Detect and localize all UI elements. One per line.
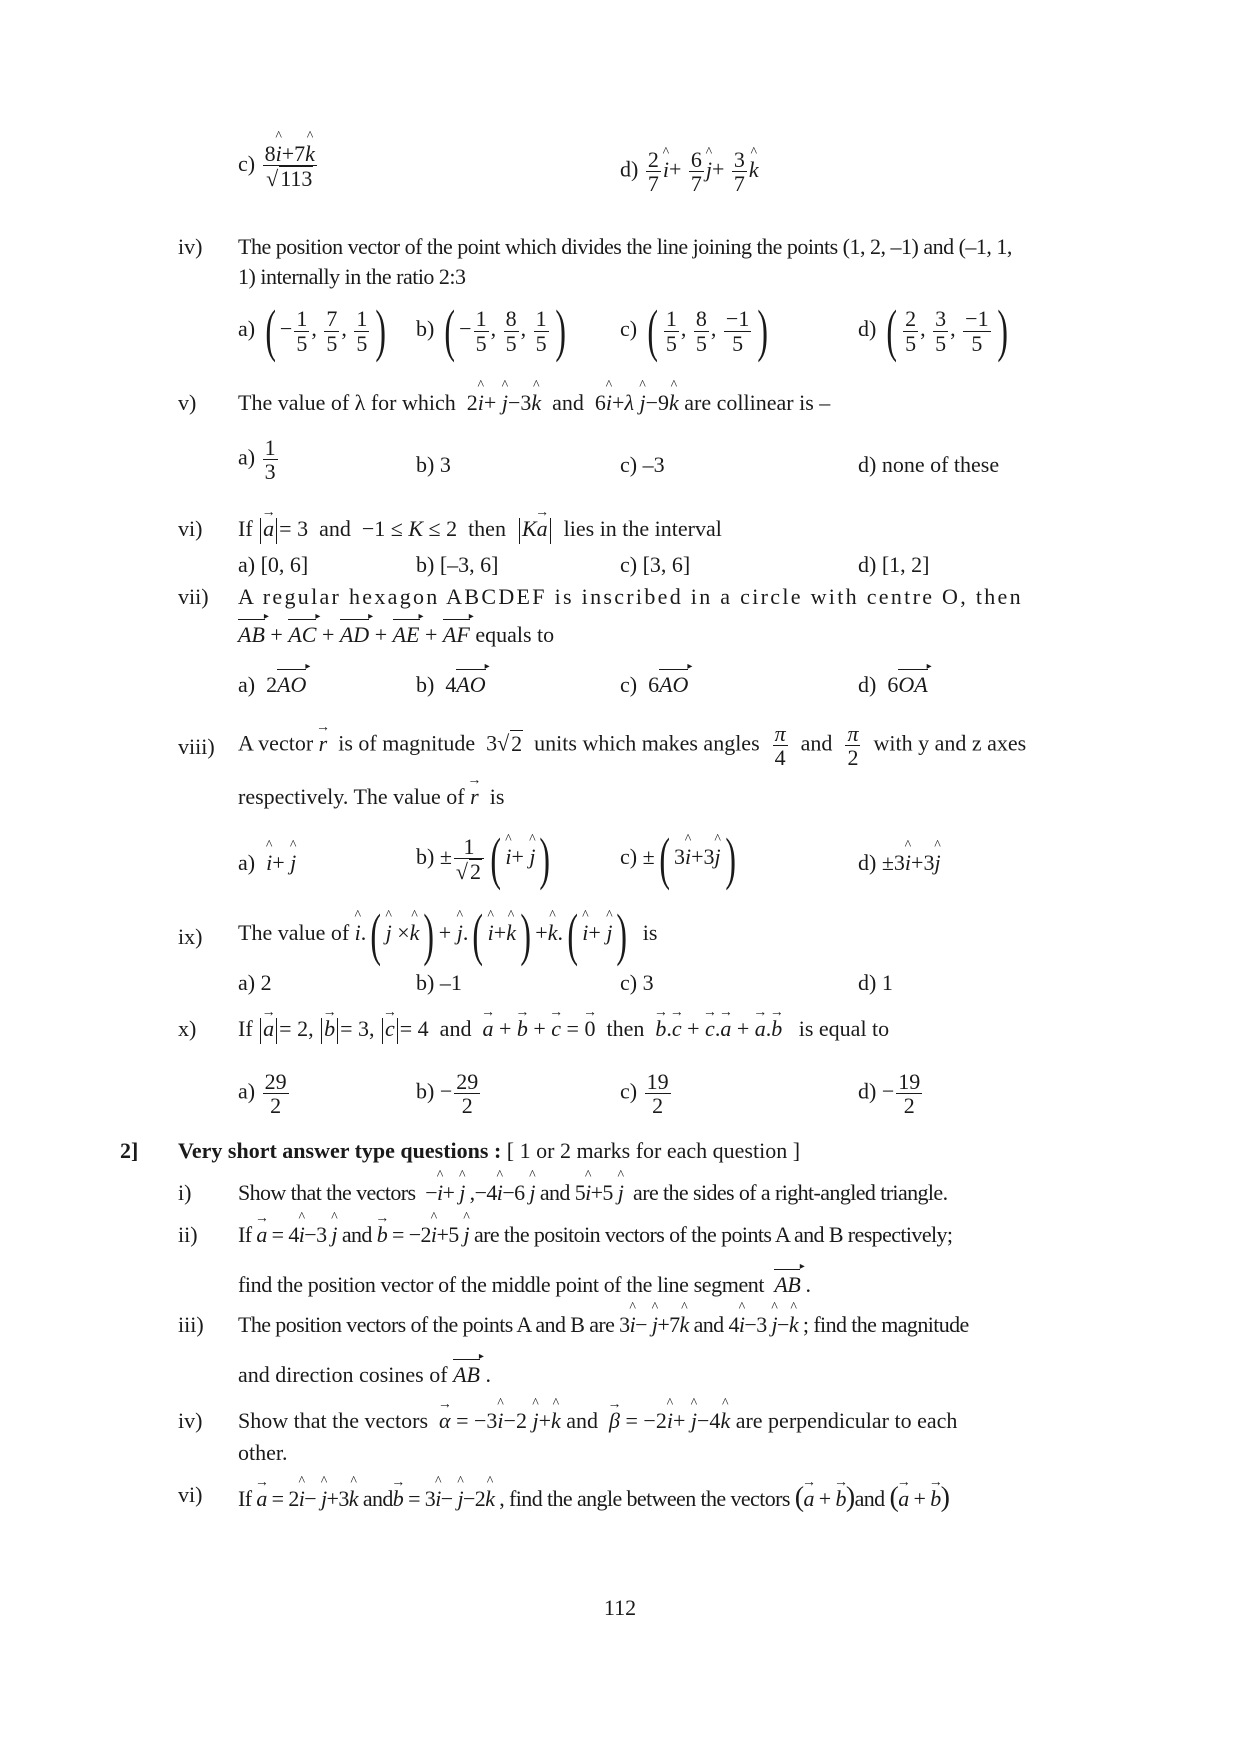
option-b-iv: b) ( − $\frac{1}{5}$ , $\frac{8}{5}$ , $\frac{1}{5}$ ) — [416, 298, 566, 363]
option-b-ix: b) –1 — [416, 970, 462, 995]
question-number-v: v) — [178, 390, 197, 415]
option-a-iv: a) ( − $\frac{1}{5}$ , $\frac{7}{5}$ , $\frac{1}{5}$ ) — [238, 298, 387, 363]
option-a-viii: a) ^ i+ ^ j — [238, 850, 296, 875]
s2-text-iii: The position vectors of the points A and B are 3^ i− ^ j+7^ k and 4^ i−3 ^ j−^ k ; find the magnitude — [238, 1312, 969, 1337]
question-number-vi: vi) — [178, 516, 203, 541]
page-number: 112 — [603, 1595, 637, 1620]
question-text-x: If → a = 2, → b = 3, → c = 4 and → a + → b + → c = → 0 then → b.→ c + → c.→ a + → a.→ b is equal to — [238, 1016, 889, 1044]
question-number-viii: viii) — [178, 734, 215, 759]
option-d-vii: d) 6OA ▸ — [858, 672, 928, 697]
s2-text-iv-line2: other. — [238, 1440, 288, 1465]
question-text-iv-line2: 1) internally in the ratio 2:3 — [238, 264, 466, 289]
option-c-x: c) $\frac{19}{2}$ — [620, 1069, 669, 1119]
option-d-x: d) − $\frac{19}{2}$ — [858, 1069, 921, 1119]
s2-text-ii-line2: find the position vector of the middle point of the line segment AB ▸ . — [238, 1272, 811, 1297]
question-number-ix: ix) — [178, 924, 203, 949]
option-a-ix: a) 2 — [238, 970, 272, 995]
option-d-v: d) none of these — [858, 452, 1000, 477]
option-a-vi: a) [0, 6] — [238, 552, 309, 577]
question-number-x: x) — [178, 1016, 197, 1041]
s2-number-iv: iv) — [178, 1408, 203, 1433]
option-a-vii: a) 2AO ▸ — [238, 672, 306, 697]
s2-text-iv: Show that the vectors → α = −3^ i−2 ^ j+^ k and → β = −2^ i+ ^ j−4^ k are perpendicular to each — [238, 1408, 957, 1433]
option-d-ix: d) 1 — [858, 970, 893, 995]
question-text-v: The value of λ for which 2^ i+ ^ j−3^ k and 6^ i+λ ^ j−9^ k are collinear is – — [238, 390, 830, 415]
option-d-iv: d) ( $\frac{2}{5}$ , $\frac{3}{5}$ , $\frac{-1}{5}$ ) — [858, 298, 1008, 363]
question-number-iv: iv) — [178, 234, 203, 259]
section-subtitle: [ 1 or 2 marks for each question ] — [506, 1138, 801, 1163]
s2-number-ii: ii) — [178, 1222, 198, 1247]
s2-text-vi: If → a = 2^ i− ^ j+3^ k and→ b = 3^ i− ^ j−2^ k , find the angle between the vectors (→ a + → b)and (→ a + → b) — [238, 1482, 949, 1514]
option-b-x: b) − $\frac{29}{2}$ — [416, 1069, 479, 1119]
section-heading — [178, 1138, 800, 1163]
question-number-vii: vii) — [178, 584, 209, 609]
option-b-vi: b) [–3, 6] — [416, 552, 499, 577]
option-b-viii: b) ± $\frac{1}{√2}$ (^ i+ ^ j) — [416, 830, 555, 888]
question-text-ix: The value of ^ i.(^ j ×^ k) + ^ j.(^ i+^ k) +^ k.(^ i+ ^ j) is — [238, 906, 657, 964]
option-c-iii: c) $\frac{8\^{} i+7\^{} k}{√113}$ — [238, 142, 319, 190]
s2-number-iii: iii) — [178, 1312, 204, 1337]
section-title: Very short answer type questions : — [178, 1138, 502, 1163]
s2-text-iii-line2: and direction cosines of AB ▸ . — [238, 1362, 491, 1387]
option-c-viii: c) ±( 3^ i+3^ j) — [620, 830, 740, 888]
question-text-iv: The position vector of the point which divides the line joining the points (1, 2, –1) and (–1, 1, — [238, 234, 1012, 259]
section-number: 2] — [120, 1138, 139, 1163]
option-d-vi: d) [1, 2] — [858, 552, 930, 577]
option-c-iv: c) ( $\frac{1}{5}$ , $\frac{8}{5}$ , $\frac{-1}{5}$ ) — [620, 298, 769, 363]
option-d-iii: d) $\frac{2}{7}$ ^ i+ $\frac{6}{7}$ ^ j+ $\frac{3}{7}$ ^ k — [620, 148, 759, 195]
option-c-vii: c) 6AO ▸ — [620, 672, 688, 697]
question-text-viii: A vector → r is of magnitude 3√2 units which makes angles $\frac{\pi}{4}$ and $\frac{\pi}{2}$ with y and z axes — [238, 722, 1026, 769]
question-text-vii: A regular hexagon ABCDEF is inscribed in a circle with centre O, then — [238, 584, 1023, 609]
option-c-vi: c) [3, 6] — [620, 552, 691, 577]
question-text-viii-line2: respectively. The value of → r is — [238, 784, 504, 809]
option-a-v: a) $\frac{1}{3}$ — [238, 435, 276, 485]
option-d-viii: d) ±3^ i+3^ j — [858, 850, 941, 875]
question-text-vi: If → a = 3 and −1 ≤ K ≤ 2 then K→ a lies in the interval — [238, 516, 722, 544]
question-text-vii-line2: AB ▸ + AC ▸ + AD ▸ + AE ▸ + AF ▸ equals to — [238, 622, 554, 647]
option-b-vii: b) 4AO ▸ — [416, 672, 486, 697]
option-b-v: b) 3 — [416, 452, 451, 477]
option-c-ix: c) 3 — [620, 970, 654, 995]
s2-number-i: i) — [178, 1180, 192, 1205]
s2-number-vi: vi) — [178, 1482, 203, 1507]
option-a-x: a) $\frac{29}{2}$ — [238, 1069, 287, 1119]
s2-text-ii: If → a = 4^ i−3 ^ j and → b = −2^ i+5 ^ j are the positoin vectors of the points A and B respectively; — [238, 1222, 952, 1247]
option-c-v: c) –3 — [620, 452, 665, 477]
s2-text-i: Show that the vectors −^ i+ ^ j ,−4^ i−6 ^ j and 5^ i+5 ^ j are the sides of a right-angled triangle. — [238, 1180, 948, 1205]
